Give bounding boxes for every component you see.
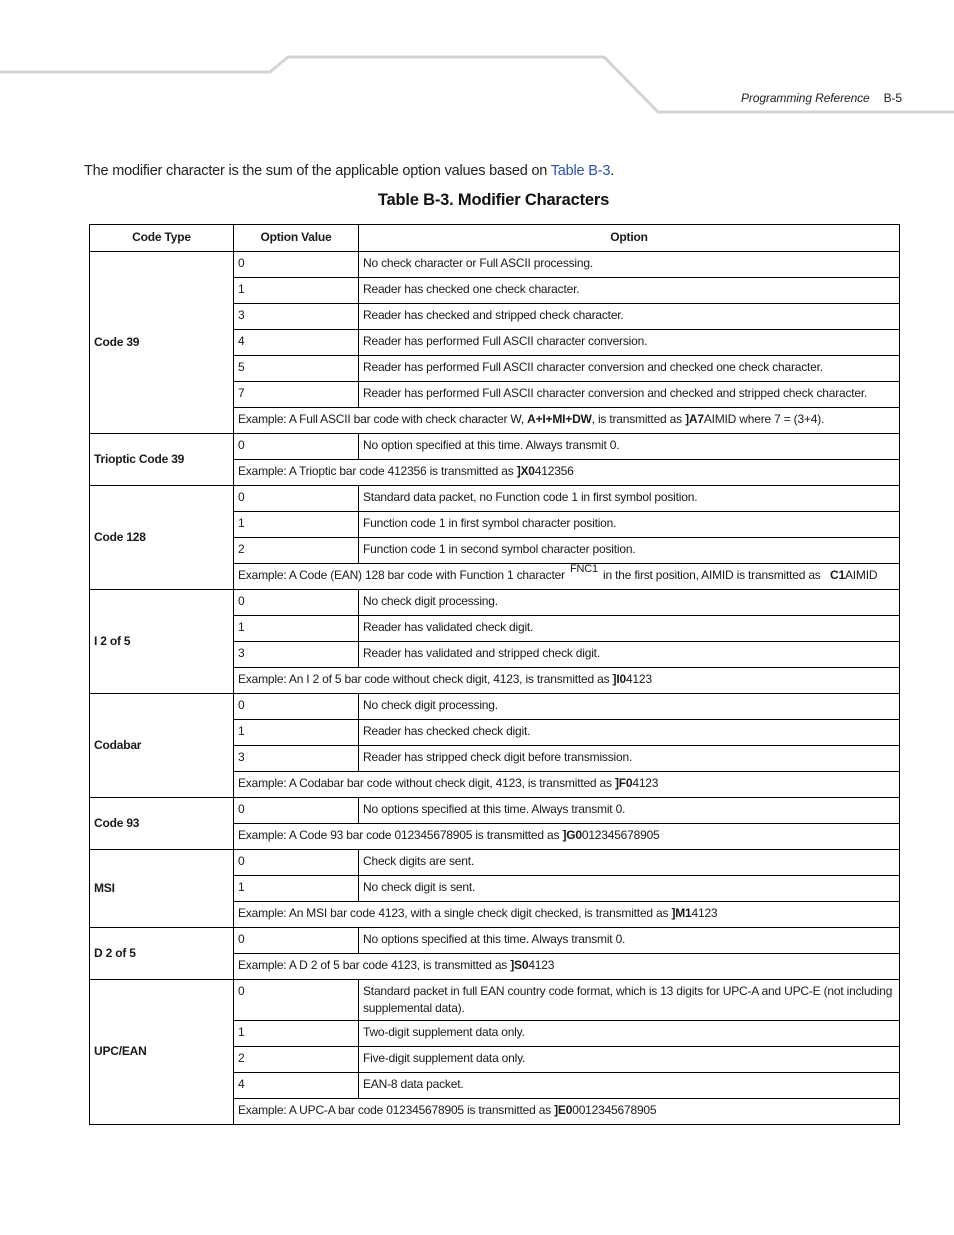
running-header bbox=[741, 91, 902, 105]
example-text: Example: An MSI bar code 4123, with a single check digit checked, is transmitted as bbox=[238, 906, 672, 920]
option-description-cell: No check digit processing. bbox=[359, 694, 900, 720]
example-cell bbox=[234, 668, 900, 694]
option-description-cell: Reader has checked one check character. bbox=[359, 278, 900, 304]
option-value-cell: 1 bbox=[234, 278, 359, 304]
page-number: B-5 bbox=[883, 91, 902, 105]
code-type-cell: I 2 of 5 bbox=[90, 590, 234, 694]
example-code: ]I0 bbox=[612, 672, 626, 686]
table-row bbox=[90, 434, 900, 460]
option-value-cell: 1 bbox=[234, 876, 359, 902]
table-row bbox=[90, 928, 900, 954]
fnc1-superscript: FNC1 bbox=[569, 563, 598, 575]
option-value-cell: 3 bbox=[234, 746, 359, 772]
option-description-cell: Reader has checked and stripped check character. bbox=[359, 304, 900, 330]
table-row bbox=[90, 252, 900, 278]
example-text: 012345678905 bbox=[581, 828, 660, 842]
example-cell bbox=[234, 772, 900, 798]
example-text: Example: A Trioptic bar code 412356 is transmitted as bbox=[238, 464, 517, 478]
example-text: Example: A UPC-A bar code 012345678905 is transmitted as bbox=[238, 1103, 555, 1117]
example-cell bbox=[234, 460, 900, 486]
example-cell bbox=[234, 564, 900, 590]
example-text: 412356 bbox=[534, 464, 574, 478]
code-type-cell: Code 93 bbox=[90, 798, 234, 850]
intro-text: The modifier character is the sum of the applicable option values based on bbox=[84, 163, 551, 179]
option-value-cell: 7 bbox=[234, 382, 359, 408]
example-code: ]F0 bbox=[614, 776, 633, 790]
table-row bbox=[90, 486, 900, 512]
code-type-cell: Codabar bbox=[90, 694, 234, 798]
example-text: AIMID bbox=[844, 568, 878, 582]
table-reference-link[interactable]: Table B-3 bbox=[550, 163, 611, 179]
option-value-cell: 0 bbox=[234, 434, 359, 460]
table-row bbox=[90, 694, 900, 720]
option-description-cell: No options specified at this time. Always transmit 0. bbox=[359, 798, 900, 824]
option-description-cell: Two-digit supplement data only. bbox=[359, 1021, 900, 1047]
table-row bbox=[90, 590, 900, 616]
option-value-cell: 1 bbox=[234, 616, 359, 642]
intro-paragraph bbox=[84, 163, 614, 179]
option-description-cell: Reader has performed Full ASCII character conversion and checked and stripped check character. bbox=[359, 382, 900, 408]
column-header-option-value: Option Value bbox=[234, 225, 359, 252]
option-description-cell: No options specified at this time. Always transmit 0. bbox=[359, 928, 900, 954]
section-title: Programming Reference bbox=[741, 91, 870, 105]
option-value-cell: 0 bbox=[234, 252, 359, 278]
option-description-cell: Reader has performed Full ASCII character conversion and checked one check character. bbox=[359, 356, 900, 382]
example-text: , is transmitted as bbox=[591, 412, 686, 426]
option-value-cell: 0 bbox=[234, 928, 359, 954]
example-code: ]A7 bbox=[685, 412, 704, 426]
option-value-cell: 0 bbox=[234, 980, 359, 1021]
option-value-cell: 0 bbox=[234, 850, 359, 876]
option-value-cell: 4 bbox=[234, 1073, 359, 1099]
option-description-cell: No check character or Full ASCII processing. bbox=[359, 252, 900, 278]
option-description-cell: No option specified at this time. Always transmit 0. bbox=[359, 434, 900, 460]
option-value-cell: 0 bbox=[234, 798, 359, 824]
table-row bbox=[90, 850, 900, 876]
option-description-cell: Standard data packet, no Function code 1 in first symbol position. bbox=[359, 486, 900, 512]
option-description-cell: Reader has stripped check digit before transmission. bbox=[359, 746, 900, 772]
table-row bbox=[90, 798, 900, 824]
example-text: AIMID where 7 = (3+4). bbox=[703, 412, 825, 426]
option-value-cell: 2 bbox=[234, 1047, 359, 1073]
option-description-cell: Function code 1 in first symbol character position. bbox=[359, 512, 900, 538]
example-code: ]M1 bbox=[671, 906, 692, 920]
option-value-cell: 3 bbox=[234, 304, 359, 330]
example-cell bbox=[234, 1099, 900, 1125]
code-type-cell: D 2 of 5 bbox=[90, 928, 234, 980]
example-text: Example: A Full ASCII bar code with check character W, bbox=[238, 412, 528, 426]
code-type-cell: Code 39 bbox=[90, 252, 234, 434]
example-code: C1 bbox=[830, 568, 845, 582]
option-description-cell: Reader has validated check digit. bbox=[359, 616, 900, 642]
option-description-cell: Standard packet in full EAN country code format, which is 13 digits for UPC-A and UPC-E (not including supplemental data). bbox=[359, 980, 900, 1021]
example-cell bbox=[234, 408, 900, 434]
example-text: Example: A Codabar bar code without check digit, 4123, is transmitted as bbox=[238, 776, 615, 790]
example-text: 0012345678905 bbox=[572, 1103, 657, 1117]
column-header-option: Option bbox=[359, 225, 900, 252]
option-value-cell: 1 bbox=[234, 1021, 359, 1047]
option-description-cell: No check digit processing. bbox=[359, 590, 900, 616]
option-value-cell: 0 bbox=[234, 694, 359, 720]
option-value-cell: 2 bbox=[234, 538, 359, 564]
code-type-cell: Code 128 bbox=[90, 486, 234, 590]
code-type-cell: Trioptic Code 39 bbox=[90, 434, 234, 486]
example-text: Example: An I 2 of 5 bar code without check digit, 4123, is transmitted as bbox=[238, 672, 613, 686]
option-description-cell: Five-digit supplement data only. bbox=[359, 1047, 900, 1073]
option-description-cell: No check digit is sent. bbox=[359, 876, 900, 902]
option-description-cell: Reader has checked check digit. bbox=[359, 720, 900, 746]
option-description-cell: Reader has validated and stripped check digit. bbox=[359, 642, 900, 668]
example-text: in the first position, AIMID is transmitted as bbox=[599, 568, 831, 582]
option-description-cell: Function code 1 in second symbol character position. bbox=[359, 538, 900, 564]
example-code: ]S0 bbox=[510, 958, 529, 972]
example-text: Example: A Code 93 bar code 012345678905 is transmitted as bbox=[238, 828, 563, 842]
modifier-characters-table bbox=[89, 224, 900, 1125]
example-code: ]X0 bbox=[516, 464, 535, 478]
example-text: 4123 bbox=[691, 906, 718, 920]
example-code: ]E0 bbox=[554, 1103, 573, 1117]
column-header-code-type: Code Type bbox=[90, 225, 234, 252]
option-value-cell: 4 bbox=[234, 330, 359, 356]
example-text: 4123 bbox=[632, 776, 659, 790]
intro-end: . bbox=[610, 163, 615, 179]
code-type-cell: UPC/EAN bbox=[90, 980, 234, 1125]
example-cell bbox=[234, 902, 900, 928]
option-value-cell: 1 bbox=[234, 512, 359, 538]
example-text: 4123 bbox=[625, 672, 652, 686]
code-type-cell: MSI bbox=[90, 850, 234, 928]
example-code: ]G0 bbox=[562, 828, 582, 842]
option-value-cell: 5 bbox=[234, 356, 359, 382]
option-value-cell: 1 bbox=[234, 720, 359, 746]
option-value-cell: 0 bbox=[234, 486, 359, 512]
example-cell bbox=[234, 824, 900, 850]
option-description-cell: Check digits are sent. bbox=[359, 850, 900, 876]
example-text: 4123 bbox=[528, 958, 555, 972]
example-text: Example: A Code (EAN) 128 bar code with Function 1 character bbox=[238, 568, 568, 582]
example-cell bbox=[234, 954, 900, 980]
option-value-cell: 0 bbox=[234, 590, 359, 616]
example-text: Example: A D 2 of 5 bar code 4123, is transmitted as bbox=[238, 958, 511, 972]
example-code: A+I+MI+DW bbox=[527, 412, 592, 426]
option-description-cell: Reader has performed Full ASCII character conversion. bbox=[359, 330, 900, 356]
table-row bbox=[90, 980, 900, 1021]
option-value-cell: 3 bbox=[234, 642, 359, 668]
table-title: Table B-3. Modifier Characters bbox=[377, 191, 610, 209]
table-body bbox=[90, 252, 900, 1125]
option-description-cell: EAN-8 data packet. bbox=[359, 1073, 900, 1099]
